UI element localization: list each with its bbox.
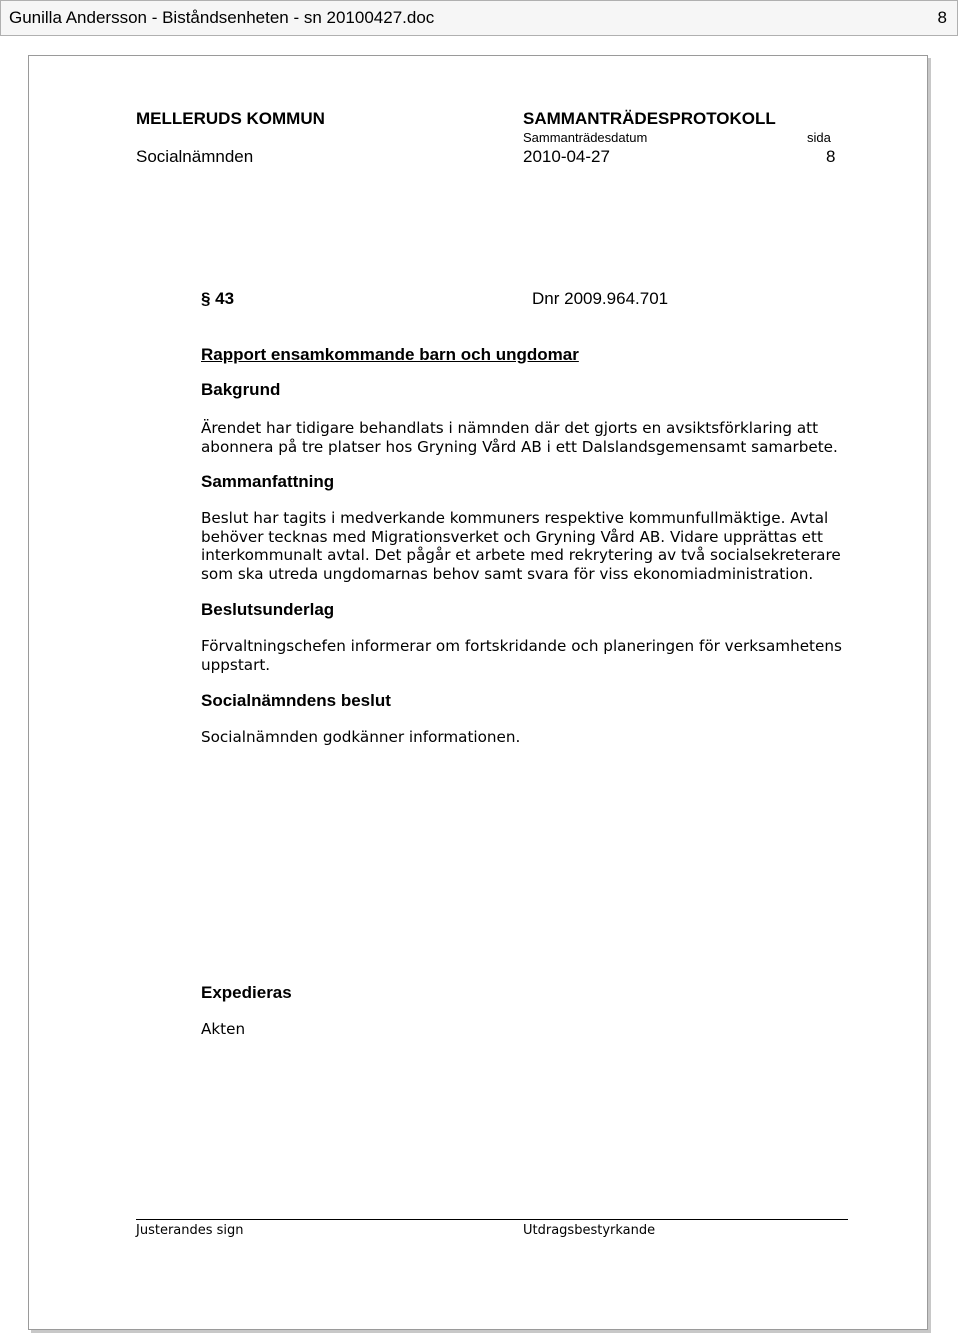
footer-divider xyxy=(136,1219,848,1220)
page-indicator: 8 xyxy=(937,8,947,27)
heading-beslutsunderlag: Beslutsunderlag xyxy=(201,600,335,619)
bakgrund-line: Ärendet har tidigare behandlats i nämnden där det gjorts en avsiktsförklaring att xyxy=(201,419,819,437)
document-title-bar xyxy=(0,0,958,36)
document-filename: Gunilla Andersson - Biståndsenheten - sn 20100427.doc xyxy=(9,8,435,27)
case-number: Dnr 2009.964.701 xyxy=(532,289,669,308)
signature-label: Justerandes sign xyxy=(136,1223,244,1238)
beslutsunderlag-line: Förvaltningschefen informerar om fortskridande och planeringen för verksamhetens xyxy=(201,637,842,655)
paragraph-number: § 43 xyxy=(201,289,235,308)
sammanfattning-line: behöver tecknas med Migrationsverket och Gryning Vård AB. Vidare upprättas ett xyxy=(201,527,823,546)
page-number: 8 xyxy=(826,147,836,166)
bakgrund-line: abonnera på tre platser hos Gryning Vård AB i ett Dalslandsgemensamt samarbete. xyxy=(201,437,838,456)
page-label: sida xyxy=(807,130,831,145)
bakgrund-text xyxy=(201,419,838,456)
meeting-date: 2010-04-27 xyxy=(523,147,610,166)
sammanfattning-line: som ska utreda ungdomarnas behov samt svara för viss ekonomiadministration. xyxy=(201,564,814,583)
case-title: Rapport ensamkommande barn och ungdomar xyxy=(201,345,579,364)
heading-bakgrund: Bakgrund xyxy=(201,380,281,399)
committee-name: Socialnämnden xyxy=(136,147,254,166)
extract-certification-label: Utdragsbestyrkande xyxy=(523,1223,656,1238)
beslut-text: Socialnämnden godkänner informationen. xyxy=(201,728,521,746)
meeting-date-label: Sammanträdesdatum xyxy=(523,130,648,145)
municipality-name: MELLERUDS KOMMUN xyxy=(136,109,325,128)
document-page xyxy=(28,55,928,1330)
heading-expedieras: Expedieras xyxy=(201,983,292,1002)
heading-sammanfattning: Sammanfattning xyxy=(201,472,335,491)
protocol-type: SAMMANTRÄDESPROTOKOLL xyxy=(523,109,776,128)
beslutsunderlag-line: uppstart. xyxy=(201,655,271,674)
sammanfattning-line: interkommunalt avtal. Det pågår et arbete med rekrytering av två socialsekreterare xyxy=(201,546,841,564)
heading-beslut: Socialnämndens beslut xyxy=(201,691,391,710)
sammanfattning-line: Beslut har tagits i medverkande kommuners respektive kommunfullmäktige. Avtal xyxy=(201,509,829,527)
beslutsunderlag-text xyxy=(201,637,842,674)
sammanfattning-text xyxy=(201,509,841,583)
expedieras-text: Akten xyxy=(201,1020,246,1038)
